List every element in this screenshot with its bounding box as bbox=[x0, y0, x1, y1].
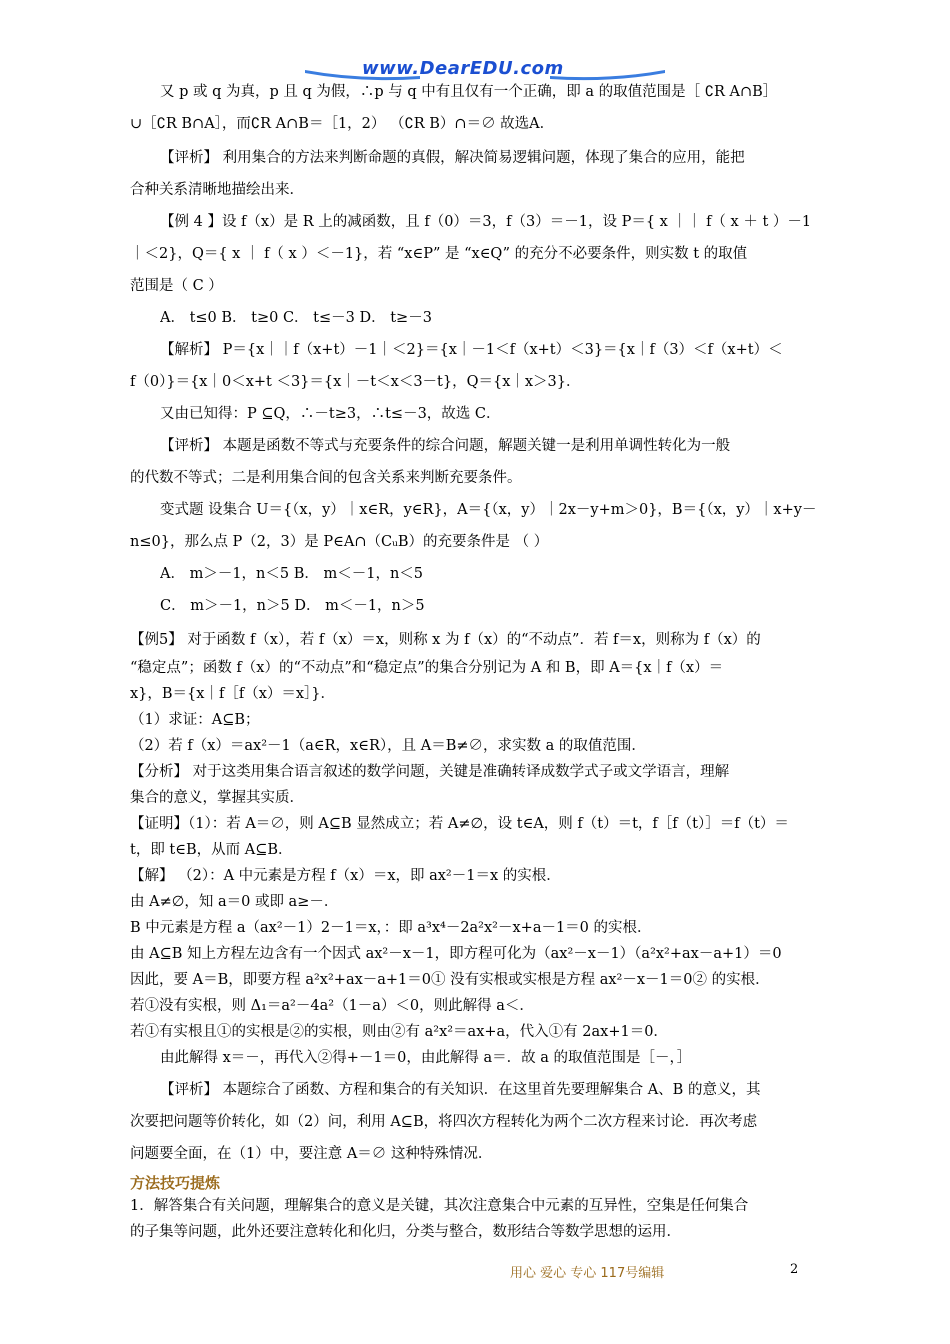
answer-options: C． m＞－1，n＞5 D． m＜－1，n＞5 bbox=[160, 598, 425, 614]
text-line: 【解】 （2）：A 中元素是方程 f（x）＝x，即 ax²－1＝x 的实根． bbox=[130, 868, 561, 884]
text-line: 因此，要 A＝B，即要方程 a²x²+ax－a+1＝0① 没有实根或实根是方程 ax²－x－1＝0② 的实根． bbox=[130, 972, 770, 988]
tip-line: 1．解答集合有关问题，理解集合的意义是关键，其次注意集合中元素的互异性，空集是任何集合 bbox=[130, 1198, 749, 1214]
text-line: 由 A⊆B 知上方程左边含有一个因式 ax²－x－1，即方程可化为（ax²－x－1）（a²x²+ax－a+1）＝0 bbox=[130, 946, 782, 962]
answer-options: A． t≤0 B． t≥0 C． t≤－3 D． t≥－3 bbox=[160, 310, 432, 326]
section-heading: 方法技巧提炼 bbox=[130, 1174, 221, 1192]
answer-options: A． m＞－1，n＜5 B． m＜－1，n＜5 bbox=[160, 566, 424, 582]
text-line: n≤0}，那么点 P（2，3）是 P∈A∩（CᵤB）的充要条件是 （ ） bbox=[130, 534, 549, 550]
text-line: 由此解得 x＝－，再代入②得+－1＝0，由此解得 a＝．故 a 的取值范围是［－，］ bbox=[160, 1050, 692, 1066]
text-line: 问题要全面，在（1）中，要注意 A＝∅ 这种特殊情况． bbox=[130, 1146, 493, 1162]
text-line: 若①有实根且①的实根是②的实根，则由②有 a²x²＝ax+a，代入①有 2ax+1＝0． bbox=[130, 1024, 668, 1040]
text-line: 由 A≠∅，知 a＝0 或即 a≥－． bbox=[130, 894, 339, 910]
text-line: f（0）}＝{x｜0＜x+t ＜3}＝{x｜－t＜x＜3－t}，Q＝{x｜x＞3}． bbox=[130, 374, 581, 390]
text-line: 的代数不等式；二是利用集合间的包含关系来判断充要条件。 bbox=[130, 470, 522, 486]
text-line: 【评析】 本题是函数不等式与充要条件的综合问题，解题关键一是利用单调性转化为一般 bbox=[160, 438, 731, 454]
text-line: 集合的意义，掌握其实质． bbox=[130, 790, 304, 806]
text-line: x}，B＝{x｜f［f（x）＝x］}． bbox=[130, 686, 336, 702]
text-line: 【解析】 P＝{x｜｜f（x+t）－1｜＜2}＝{x｜－1＜f（x+t）＜3}＝{x｜f（3）＜f（x+t）＜ bbox=[160, 342, 783, 358]
text-line: （2）若 f（x）＝ax²－1（a∈R，x∈R），且 A＝B≠∅，求实数 a 的取值范围． bbox=[130, 738, 646, 754]
text-line: B 中元素是方程 a（ax²－1）2－1＝x，：即 a³x⁴－2a²x²－x+a－1＝0 的实根． bbox=[130, 920, 652, 936]
text-line: 范围是（ C ） bbox=[130, 278, 223, 294]
text-line: 合种关系清晰地描绘出来． bbox=[130, 182, 304, 198]
text-line: 【评析】 本题综合了函数、方程和集合的有关知识．在这里首先要理解集合 A、B 的意义，其 bbox=[160, 1082, 761, 1098]
text-line: ∪［∁R B∩A］，而∁R A∩B＝［1，2） （∁R B）∩＝∅ 故选A． bbox=[130, 116, 555, 132]
text-line: 【证明】（1）：若 A＝∅，则 A⊆B 显然成立；若 A≠∅，设 t∈A，则 f（t）＝t，f［f（t）］＝f（t）＝ bbox=[130, 816, 789, 832]
text-line: 若①没有实根，则 Δ₁＝a²－4a²（1－a）＜0，则此解得 a＜． bbox=[130, 998, 534, 1014]
text-line: 又 p 或 q 为真，p 且 q 为假，∴p 与 q 中有且仅有一个正确，即 a 的取值范围是［ ∁R A∩B］ bbox=[160, 84, 778, 100]
text-line: 次要把问题等价转化，如（2）问，利用 A⊆B，将四次方程转化为两个二次方程来讨论．再次考虑 bbox=[130, 1114, 758, 1130]
text-line: 【分析】 对于这类用集合语言叙述的数学问题，关键是准确转译成数学式子或文学语言，理解 bbox=[130, 764, 730, 780]
text-line: 【评析】 利用集合的方法来判断命题的真假，解决简易逻辑问题，体现了集合的应用，能把 bbox=[160, 150, 745, 166]
text-line: （1）求证：A⊆B； bbox=[130, 712, 260, 728]
tip-line: 的子集等问题，此外还要注意转化和化归，分类与整合，数形结合等数学思想的运用． bbox=[130, 1224, 681, 1240]
text-line: “稳定点”；函数 f（x）的“不动点”和“稳定点”的集合分别记为 A 和 B，即 A＝{x｜f（x）＝ bbox=[130, 660, 724, 676]
logo-text: www.DearEDU.com bbox=[362, 58, 564, 79]
text-line: ｜＜2}，Q＝{ x ｜ f（ x ）＜－1}，若 “x∈P” 是 “x∈Q” 的充分不必要条件，则实数 t 的取值 bbox=[130, 246, 748, 262]
footer-text: 用心 爱心 专心 117号编辑 bbox=[510, 1266, 665, 1281]
text-line: 【例5】 对于函数 f（x），若 f（x）＝x，则称 x 为 f（x）的“不动点”．若 f＝x，则称为 f（x）的 bbox=[130, 632, 761, 648]
text-line: 又由已知得：P ⊆Q，∴－t≥3，∴t≤－3，故选 C． bbox=[160, 406, 501, 422]
text-line: t，即 t∈B，从而 A⊆B． bbox=[130, 842, 293, 858]
text-line: 变式题 设集合 U＝{（x，y）｜x∈R，y∈R}，A＝{（x，y）｜2x－y+m＞0}，B＝{（x，y）｜x+y－ bbox=[160, 502, 817, 518]
text-line: 【例 4 】设 f（x）是 R 上的减函数，且 f（0）＝3，f（3）＝－1，设 P＝{ x ｜｜ f（ x ＋ t ）－1 bbox=[160, 214, 812, 230]
page-number: 2 bbox=[790, 1262, 799, 1277]
